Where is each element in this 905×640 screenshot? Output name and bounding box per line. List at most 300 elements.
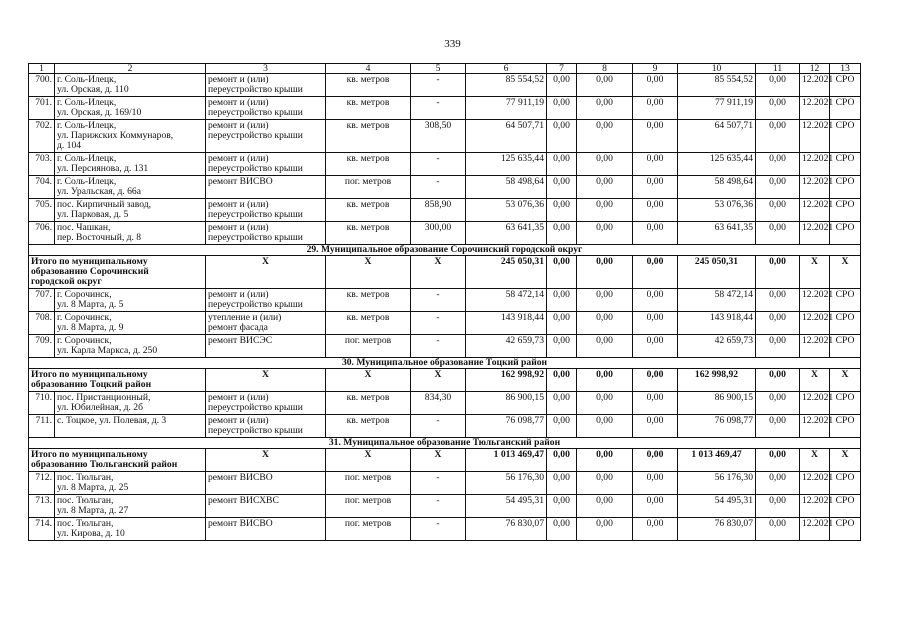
cost-cell: 125 635,44 [678, 153, 756, 176]
cell-line: образованию Сорочинский [31, 266, 149, 277]
column-number: 5 [411, 64, 466, 74]
table-cell: 0,00 [756, 289, 800, 312]
address-cell [55, 335, 206, 358]
table-cell: 0,00 [756, 74, 800, 97]
table-cell: 0,00 [633, 472, 678, 495]
cell-line: г. Сорочинск, [57, 312, 112, 323]
column-number: 1 [29, 64, 55, 74]
subtotal-label [29, 449, 206, 472]
volume-cell: - [411, 472, 466, 495]
table-cell: 0,00 [756, 222, 800, 245]
table-cell: 0,00 [633, 449, 678, 472]
table-cell: 0,00 [547, 256, 577, 289]
cost-cell: 86 900,15 [466, 392, 547, 415]
row-number: 702. [29, 120, 55, 153]
volume-cell: - [411, 74, 466, 97]
table-cell: Х [800, 449, 830, 472]
table-cell: 0,00 [577, 392, 633, 415]
cost-cell: 76 830,07 [466, 518, 547, 541]
cost-cell: 58 498,64 [678, 176, 756, 199]
table-cell: 0,00 [633, 312, 678, 335]
deadline-cell: 12.2021 [800, 97, 830, 120]
cost-cell: 53 076,36 [678, 199, 756, 222]
cell-line: д. 104 [57, 140, 82, 151]
method-cell: СРО [830, 199, 861, 222]
volume-cell: 858,90 [411, 199, 466, 222]
row-number: 707. [29, 289, 55, 312]
cost-cell: 143 918,44 [678, 312, 756, 335]
table-cell: 0,00 [547, 289, 577, 312]
address-cell [55, 97, 206, 120]
volume-cell: 308,50 [411, 120, 466, 153]
table-cell: 0,00 [547, 449, 577, 472]
address-cell [55, 392, 206, 415]
table-cell: 0,00 [577, 415, 633, 438]
cell-line: г. Соль-Илецк, [57, 153, 117, 164]
deadline-cell: 12.2021 [800, 153, 830, 176]
volume-cell: - [411, 495, 466, 518]
table-body [29, 64, 861, 541]
table-row [29, 518, 861, 541]
cell-line: с. Тоцкое, ул. Полевая, д. 3 [57, 415, 167, 426]
column-number: 8 [577, 64, 633, 74]
cell-line: ремонт и (или) [208, 97, 269, 108]
cost-cell: 58 472,14 [678, 289, 756, 312]
cell-line: ул. Юбилейная, д. 2б [57, 402, 143, 413]
table-cell: 0,00 [633, 518, 678, 541]
table-row [29, 335, 861, 358]
table-cell: Х [206, 256, 326, 289]
address-cell [55, 518, 206, 541]
row-number: 712. [29, 472, 55, 495]
volume-cell: - [411, 153, 466, 176]
cost-cell: 64 507,71 [466, 120, 547, 153]
cell-line: ул. 8 Марта, д. 5 [57, 299, 124, 310]
table-cell: 162 998,92 [466, 369, 547, 392]
cell-line: Итого по муниципальному [31, 256, 148, 267]
work-type-cell [206, 199, 326, 222]
method-cell: СРО [830, 415, 861, 438]
cost-cell: 64 507,71 [678, 120, 756, 153]
table-cell: 0,00 [756, 153, 800, 176]
cost-cell: 63 641,35 [678, 222, 756, 245]
cell-line: г. Соль-Илецк, [57, 97, 117, 108]
column-number: 3 [206, 64, 326, 74]
cell-line: пос. Тюльган, [57, 472, 114, 483]
column-number: 2 [55, 64, 206, 74]
table-cell: 0,00 [633, 199, 678, 222]
table-cell: 0,00 [577, 369, 633, 392]
unit-cell: пог. метров [326, 495, 411, 518]
table-cell: Х [800, 256, 830, 289]
deadline-cell: 12.2021 [800, 222, 830, 245]
unit-cell: кв. метров [326, 120, 411, 153]
table-cell: 0,00 [577, 256, 633, 289]
cell-line: переустройство крыши [208, 402, 303, 413]
deadline-cell: 12.2021 [800, 495, 830, 518]
cost-cell: 77 911,19 [466, 97, 547, 120]
section-header-row [29, 358, 861, 369]
table-cell: 0,00 [756, 449, 800, 472]
volume-cell: 834,30 [411, 392, 466, 415]
table-row [29, 495, 861, 518]
cell-line: Итого по муниципальному [31, 449, 148, 460]
table-cell: 0,00 [633, 176, 678, 199]
row-number: 705. [29, 199, 55, 222]
table-cell: 0,00 [756, 495, 800, 518]
column-number: 11 [756, 64, 800, 74]
column-number: 7 [547, 64, 577, 74]
cell-line: ул. Уральская, д. 66а [57, 186, 141, 197]
method-cell: СРО [830, 153, 861, 176]
address-cell [55, 312, 206, 335]
cell-line: ремонт ВИСЭС [208, 335, 273, 346]
table-cell: Х [326, 449, 411, 472]
cost-cell: 85 554,52 [466, 74, 547, 97]
table-row [29, 289, 861, 312]
table-cell: 0,00 [633, 369, 678, 392]
cell-line: образованию Тюльганский район [31, 459, 178, 470]
table-cell: 0,00 [756, 369, 800, 392]
section-title: 29. Муниципальное образование Сорочинский городской округ [29, 245, 861, 256]
cell-line: ремонт и (или) [208, 392, 269, 403]
cell-line: г. Соль-Илецк, [57, 74, 117, 85]
unit-cell: пог. метров [326, 176, 411, 199]
table-cell: 0,00 [633, 495, 678, 518]
volume-cell: - [411, 518, 466, 541]
unit-cell: кв. метров [326, 392, 411, 415]
row-number: 701. [29, 97, 55, 120]
table-cell: 1 013 469,47 [466, 449, 547, 472]
table-row [29, 199, 861, 222]
row-number: 700. [29, 74, 55, 97]
cell-line: ремонт и (или) [208, 199, 269, 210]
subtotal-label [29, 369, 206, 392]
table-cell: 0,00 [577, 335, 633, 358]
column-number: 9 [633, 64, 678, 74]
method-cell: СРО [830, 222, 861, 245]
section-title: 30. Муниципальное образование Тоцкий район [29, 358, 861, 369]
table-cell: 245 050,31 [678, 256, 756, 289]
table-cell: Х [411, 449, 466, 472]
table-cell: 0,00 [577, 222, 633, 245]
table-cell: 0,00 [633, 392, 678, 415]
table-cell: 0,00 [577, 472, 633, 495]
table-cell: 0,00 [547, 312, 577, 335]
table-cell: 0,00 [547, 335, 577, 358]
table-cell: 0,00 [547, 518, 577, 541]
table-cell: Х [830, 449, 861, 472]
table-cell: 0,00 [547, 74, 577, 97]
cell-line: пос. Тюльган, [57, 518, 114, 529]
cost-cell: 54 495,31 [678, 495, 756, 518]
cell-line: ремонт и (или) [208, 153, 269, 164]
table-cell: 0,00 [756, 415, 800, 438]
row-number: 710. [29, 392, 55, 415]
cell-line: ул. Парижских Коммунаров, [57, 130, 174, 141]
table-cell: Х [830, 369, 861, 392]
table-cell: 0,00 [756, 176, 800, 199]
method-cell: СРО [830, 74, 861, 97]
subtotal-row [29, 256, 861, 289]
section-title: 31. Муниципальное образование Тюльганский район [29, 438, 861, 449]
subtotal-label [29, 256, 206, 289]
cost-cell: 56 176,30 [466, 472, 547, 495]
table-cell: 0,00 [577, 199, 633, 222]
work-type-cell [206, 289, 326, 312]
table-row [29, 222, 861, 245]
deadline-cell: 12.2021 [800, 472, 830, 495]
address-cell [55, 472, 206, 495]
cell-line: ремонт фасада [208, 322, 268, 333]
cell-line: пос. Кирпичный завод, [57, 199, 152, 210]
table-cell: Х [411, 256, 466, 289]
cell-line: переустройство крыши [208, 425, 303, 436]
address-cell [55, 495, 206, 518]
table-cell: Х [411, 369, 466, 392]
cell-line: ремонт и (или) [208, 74, 269, 85]
address-cell [55, 74, 206, 97]
table-cell: 0,00 [756, 392, 800, 415]
method-cell: СРО [830, 289, 861, 312]
cost-cell: 54 495,31 [466, 495, 547, 518]
cell-line: пос. Чашкан, [57, 222, 111, 233]
work-type-cell [206, 97, 326, 120]
unit-cell: пог. метров [326, 335, 411, 358]
volume-cell: 300,00 [411, 222, 466, 245]
row-number: 706. [29, 222, 55, 245]
work-type-cell [206, 392, 326, 415]
unit-cell: пог. метров [326, 472, 411, 495]
unit-cell: кв. метров [326, 74, 411, 97]
cell-line: ремонт и (или) [208, 289, 269, 300]
work-type-cell [206, 312, 326, 335]
table-cell: 0,00 [756, 199, 800, 222]
cost-cell: 42 659,73 [678, 335, 756, 358]
column-number: 4 [326, 64, 411, 74]
cell-line: ремонт и (или) [208, 222, 269, 233]
table-cell: 0,00 [756, 97, 800, 120]
cell-line: ул. Орская, д. 169/10 [57, 107, 142, 118]
table-cell: 0,00 [633, 222, 678, 245]
volume-cell: - [411, 289, 466, 312]
table-cell: 0,00 [577, 97, 633, 120]
deadline-cell: 12.2021 [800, 312, 830, 335]
work-type-cell [206, 335, 326, 358]
column-number: 13 [830, 64, 861, 74]
deadline-cell: 12.2021 [800, 335, 830, 358]
work-type-cell [206, 153, 326, 176]
table-cell: 0,00 [547, 415, 577, 438]
unit-cell: кв. метров [326, 289, 411, 312]
table-cell: Х [830, 256, 861, 289]
method-cell: СРО [830, 392, 861, 415]
table-cell: 0,00 [633, 256, 678, 289]
cell-line: ул. Орская, д. 110 [57, 84, 129, 95]
unit-cell: кв. метров [326, 199, 411, 222]
cost-cell: 58 498,64 [466, 176, 547, 199]
work-type-cell [206, 222, 326, 245]
method-cell: СРО [830, 335, 861, 358]
cost-cell: 76 098,77 [678, 415, 756, 438]
cell-line: образованию Тоцкий район [31, 379, 152, 390]
table-cell: 0,00 [633, 153, 678, 176]
table-row [29, 153, 861, 176]
column-number: 6 [466, 64, 547, 74]
cell-line: ремонт и (или) [208, 415, 269, 426]
table-cell: 0,00 [577, 518, 633, 541]
column-number-row [29, 64, 861, 74]
row-number: 711. [29, 415, 55, 438]
unit-cell: кв. метров [326, 415, 411, 438]
table-cell: 0,00 [633, 120, 678, 153]
cost-cell: 143 918,44 [466, 312, 547, 335]
table-cell: 0,00 [633, 74, 678, 97]
table-cell: 0,00 [577, 449, 633, 472]
column-number: 12 [800, 64, 830, 74]
table-cell: 0,00 [633, 97, 678, 120]
cell-line: г. Соль-Илецк, [57, 176, 117, 187]
method-cell: СРО [830, 97, 861, 120]
cell-line: ремонт ВИСВО [208, 176, 273, 187]
table-cell: 0,00 [577, 120, 633, 153]
cost-cell: 58 472,14 [466, 289, 547, 312]
page-number: 339 [444, 38, 461, 50]
cell-line: г. Сорочинск, [57, 289, 112, 300]
method-cell: СРО [830, 518, 861, 541]
cell-line: городской округ [31, 276, 102, 287]
cell-line: переустройство крыши [208, 299, 303, 310]
work-type-cell [206, 74, 326, 97]
table-cell: 0,00 [577, 495, 633, 518]
table-row [29, 472, 861, 495]
cost-cell: 53 076,36 [466, 199, 547, 222]
cell-line: г. Сорочинск, [57, 335, 112, 346]
volume-cell: - [411, 97, 466, 120]
volume-cell: - [411, 312, 466, 335]
deadline-cell: 12.2021 [800, 176, 830, 199]
address-cell [55, 222, 206, 245]
column-number: 10 [678, 64, 756, 74]
table-cell: 0,00 [547, 176, 577, 199]
table-cell: 0,00 [547, 472, 577, 495]
cell-line: ул. Карла Маркса, д. 250 [57, 345, 158, 356]
table-cell: 0,00 [577, 153, 633, 176]
cell-line: пос. Тюльган, [57, 495, 114, 506]
work-type-cell [206, 518, 326, 541]
cell-line: переустройство крыши [208, 84, 303, 95]
cell-line: г. Соль-Илецк, [57, 120, 117, 131]
table-cell: 0,00 [547, 120, 577, 153]
cell-line: пос. Пристанционный, [57, 392, 151, 403]
table-cell: Х [326, 369, 411, 392]
cost-cell: 85 554,52 [678, 74, 756, 97]
cell-line: пер. Восточный, д. 8 [57, 232, 142, 243]
table-cell: 0,00 [547, 392, 577, 415]
table-cell: 0,00 [547, 222, 577, 245]
capital-repair-table [28, 63, 861, 541]
cost-cell: 77 911,19 [678, 97, 756, 120]
table-cell: 162 998,92 [678, 369, 756, 392]
table-cell: Х [326, 256, 411, 289]
table-row [29, 97, 861, 120]
cell-line: ул. 8 Марта, д. 25 [57, 482, 129, 493]
cell-line: ул. Парковая, д. 5 [57, 209, 129, 220]
volume-cell: - [411, 335, 466, 358]
address-cell [55, 176, 206, 199]
subtotal-row [29, 449, 861, 472]
row-number: 703. [29, 153, 55, 176]
method-cell: СРО [830, 176, 861, 199]
unit-cell: кв. метров [326, 153, 411, 176]
table-cell: Х [800, 369, 830, 392]
method-cell: СРО [830, 312, 861, 335]
unit-cell: кв. метров [326, 312, 411, 335]
cell-line: переустройство крыши [208, 163, 303, 174]
cell-line: ул. 8 Марта, д. 9 [57, 322, 124, 333]
cost-cell: 76 098,77 [466, 415, 547, 438]
cell-line: ремонт и (или) [208, 120, 269, 131]
table-cell: 1 013 469,47 [678, 449, 756, 472]
table-row [29, 312, 861, 335]
row-number: 713. [29, 495, 55, 518]
cell-line: ул. 8 Марта, д. 27 [57, 505, 129, 516]
address-cell [55, 120, 206, 153]
cost-cell: 42 659,73 [466, 335, 547, 358]
row-number: 714. [29, 518, 55, 541]
method-cell: СРО [830, 495, 861, 518]
cost-cell: 125 635,44 [466, 153, 547, 176]
work-type-cell [206, 495, 326, 518]
cell-line: переустройство крыши [208, 130, 303, 141]
table-cell: 0,00 [756, 335, 800, 358]
table-cell: 0,00 [756, 120, 800, 153]
table-cell: 245 050,31 [466, 256, 547, 289]
table-cell: Х [206, 449, 326, 472]
cell-line: переустройство крыши [208, 232, 303, 243]
table-cell: 0,00 [547, 97, 577, 120]
volume-cell: - [411, 176, 466, 199]
table-row [29, 74, 861, 97]
address-cell [55, 415, 206, 438]
unit-cell: пог. метров [326, 518, 411, 541]
deadline-cell: 12.2021 [800, 120, 830, 153]
address-cell [55, 153, 206, 176]
method-cell: СРО [830, 120, 861, 153]
method-cell: СРО [830, 472, 861, 495]
cell-line: ремонт ВИСВО [208, 518, 273, 529]
table-cell: 0,00 [547, 153, 577, 176]
table-cell: Х [206, 369, 326, 392]
cell-line: ул. Кирова, д. 10 [57, 528, 125, 539]
table-cell: 0,00 [756, 256, 800, 289]
deadline-cell: 12.2021 [800, 415, 830, 438]
table-cell: 0,00 [633, 289, 678, 312]
cell-line: ремонт ВИСВО [208, 472, 273, 483]
work-type-cell [206, 176, 326, 199]
cell-line: ремонт ВИСХВС [208, 495, 279, 506]
table-cell: 0,00 [633, 335, 678, 358]
cell-line: переустройство крыши [208, 209, 303, 220]
deadline-cell: 12.2021 [800, 289, 830, 312]
table-cell: 0,00 [577, 74, 633, 97]
cell-line: переустройство крыши [208, 107, 303, 118]
table-row [29, 120, 861, 153]
table-cell: 0,00 [577, 176, 633, 199]
table-cell: 0,00 [756, 472, 800, 495]
table-cell: 0,00 [577, 312, 633, 335]
cost-cell: 76 830,07 [678, 518, 756, 541]
